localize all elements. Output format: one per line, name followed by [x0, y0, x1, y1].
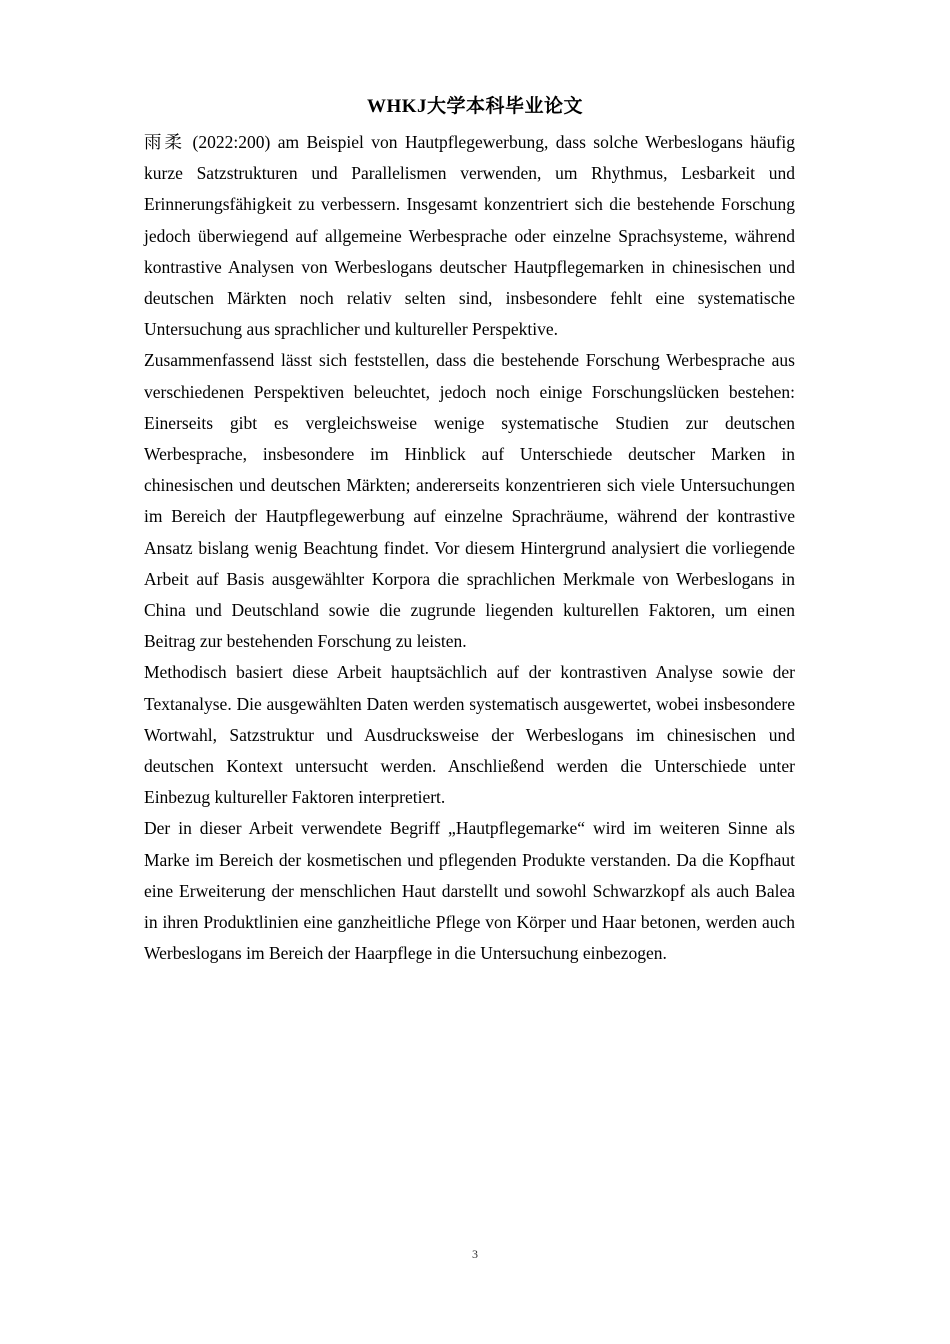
paragraph-2: Zusammenfassend lässt sich feststellen, dass die bestehende Forschung Werbesprache aus verschiedenen Perspektiven beleuchtet, jedoch noch einige Forschungslücken bestehen: Einerseits gibt es vergleichsweise wenige systematische Studien zur deutschen Werbesprache, insbesondere im Hinblick auf Unterschiede deutscher Marken in chinesischen und deutschen Märkten; andererseits konzentrieren sich viele Untersuchungen im Bereich der Hautpflegewerbung auf einzelne Sprachräume, während der kontrastive Ansatz bislang wenig Beachtung findet. Vor diesem Hintergrund analysiert die vorliegende Arbeit auf Basis ausgewählter Korpora die sprachlichen Merkmale von Werbeslogans in China und Deutschland sowie die zugrunde liegenden kulturellen Faktoren, um einen Beitrag zur bestehenden Forschung zu leisten.	[144, 350, 795, 652]
paragraph-3: Methodisch basiert diese Arbeit hauptsächlich auf der kontrastiven Analyse sowie der Textanalyse. Die ausgewählten Daten werden systematisch ausgewertet, wobei insbesondere Wortwahl, Satzstruktur und Ausdrucksweise der Werbeslogans im chinesischen und deutschen Kontext untersucht werden. Anschließend werden die Unterschiede unter Einbezug kultureller Faktoren interpretiert.	[144, 662, 795, 808]
document-body	[144, 127, 795, 969]
paragraph-1: 雨柔 (2022:200) am Beispiel von Hautpflegewerbung, dass solche Werbeslogans häufig kurze Satzstrukturen und Parallelismen verwenden, um Rhythmus, Lesbarkeit und Erinnerungsfähigkeit zu verbessern. Insgesamt konzentriert sich die bestehende Forschung jedoch überwiegend auf allgemeine Werbesprache oder einzelne Sprachsysteme, während kontrastive Analysen von Werbeslogans deutscher Hautpflegemarken in chinesischen und deutschen Märkten noch relativ selten sind, insbesondere fehlt eine systematische Untersuchung aus sprachlicher und kultureller Perspektive.	[144, 132, 795, 340]
page-header-title: WHKJ大学本科毕业论文	[366, 96, 584, 117]
paragraph-4: Der in dieser Arbeit verwendete Begriff „Hautpflegemarke“ wird im weiteren Sinne als Marke im Bereich der kosmetischen und pflegenden Produkte verstanden. Da die Kopfhaut eine Erweiterung der menschlichen Haut darstellt und sowohl Schwarzkopf als auch Balea in ihren Produktlinien eine ganzheitliche Pflege von Körper und Haar betonen, werden auch Werbeslogans im Bereich der Haarpflege in die Untersuchung einbezogen.	[144, 818, 795, 964]
page-number: 3	[472, 1247, 478, 1261]
